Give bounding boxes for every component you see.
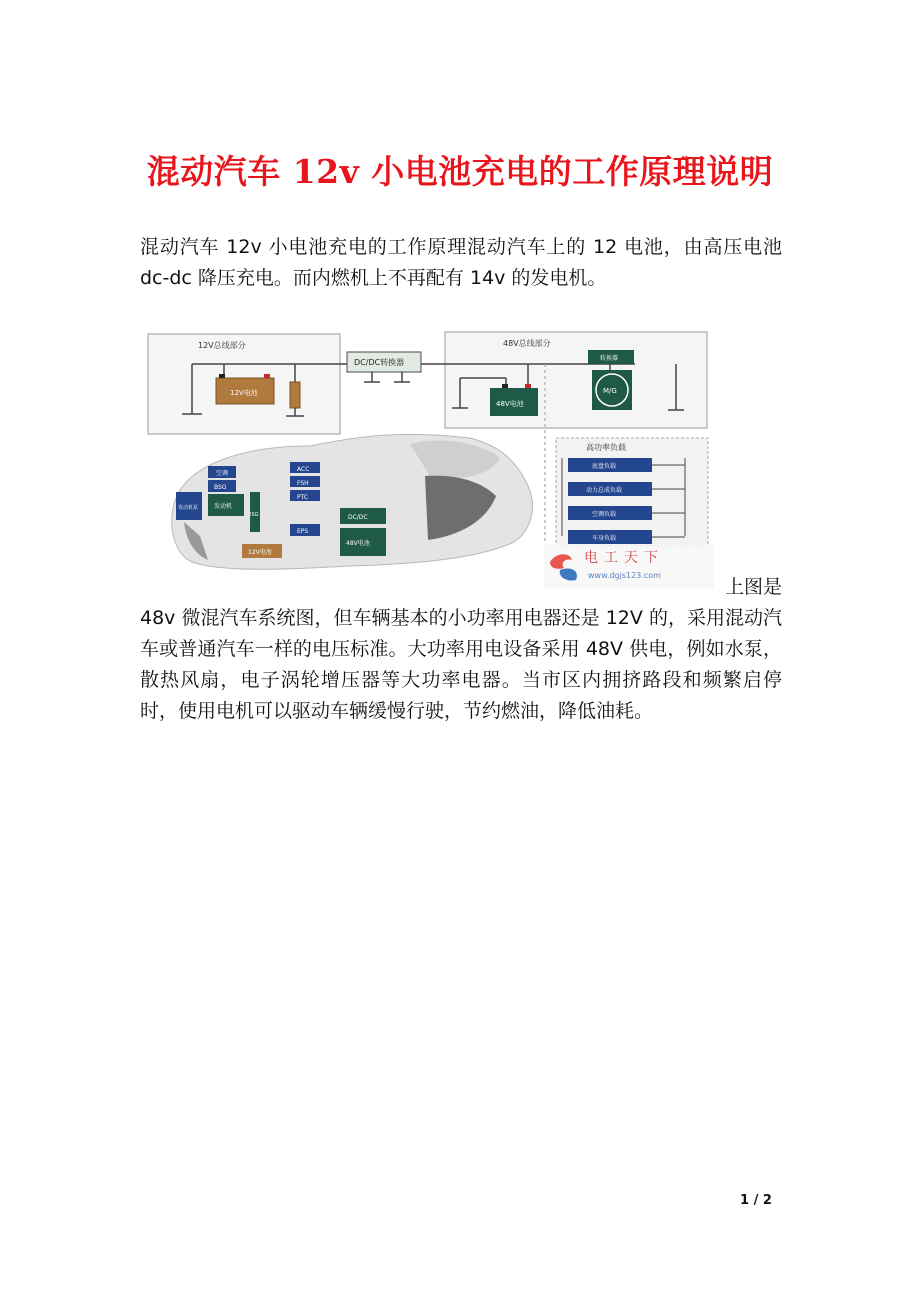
- paragraph-description: [140, 572, 782, 727]
- module-engine-label: 发动机: [214, 503, 233, 510]
- watermark-text: 电工天下: [584, 550, 664, 566]
- dcdc-label: DC/DC转换器: [354, 358, 405, 367]
- module-bat12-label: 12V电池: [248, 549, 272, 556]
- module-acc-label: ACC: [297, 466, 310, 473]
- system-diagram-figure: [140, 326, 714, 588]
- inverter-label: 转换器: [600, 355, 619, 362]
- module-ac-label: 空调: [216, 470, 229, 477]
- load-body-label: 车身负载: [592, 535, 617, 542]
- module-bat48-label: 48V电池: [346, 540, 370, 547]
- battery12-label: 12V电池: [230, 389, 258, 397]
- battery48-label: 48V电池: [496, 400, 524, 408]
- module-fsh-label: FSH: [297, 480, 309, 487]
- module-engine-ctrl-label: 发动机泵: [178, 505, 199, 511]
- bus12-label: 12V总线部分: [198, 341, 246, 350]
- module-ptc-label: PTC: [297, 494, 309, 501]
- load-aircon-label: 空调负载: [592, 511, 617, 518]
- page-number: 1 / 2: [740, 1193, 772, 1208]
- load-chassis-label: 底盘负载: [592, 463, 617, 470]
- module-isg-label: ISG: [250, 512, 259, 518]
- motor-label: M/G: [603, 387, 617, 395]
- bus48-label: 48V总线部分: [503, 339, 551, 348]
- module-bsg-label: BSG: [214, 484, 227, 491]
- module-eps-label: EPS: [297, 528, 309, 535]
- page-title: 混动汽车 12v 小电池充电的工作原理说明: [146, 152, 774, 191]
- paragraph-intro: 混动汽车 12v 小电池充电的工作原理混动汽车上的 12 电池，由高压电池 dc-dc 降压充电。而内燃机上不再配有 14v 的发电机。: [140, 236, 782, 289]
- paragraph-lead: 上图是: [724, 576, 782, 598]
- load12-resistor: [290, 382, 300, 408]
- paragraph-body: 48v 微混汽车系统图，但车辆基本的小功率用电器还是 12V 的，采用混动汽车或普通汽车一样的电压标准。大功率用电设备采用 48V 供电，例如水泵，散热风扇，电子涡轮增压器等大功率电器。当市区内拥挤路段和频繁启停时，使用电机可以驱动车辆缓慢行驶，节约燃油，降低油耗。: [140, 607, 782, 722]
- highpower-label: 高功率负载: [586, 443, 626, 452]
- load-powertrain-label: 动力总成负载: [586, 487, 623, 494]
- module-dcdc-label: DC/DC: [348, 514, 368, 521]
- watermark-url: www.dgjs123.com: [588, 571, 661, 580]
- bus48-panel: [445, 332, 707, 428]
